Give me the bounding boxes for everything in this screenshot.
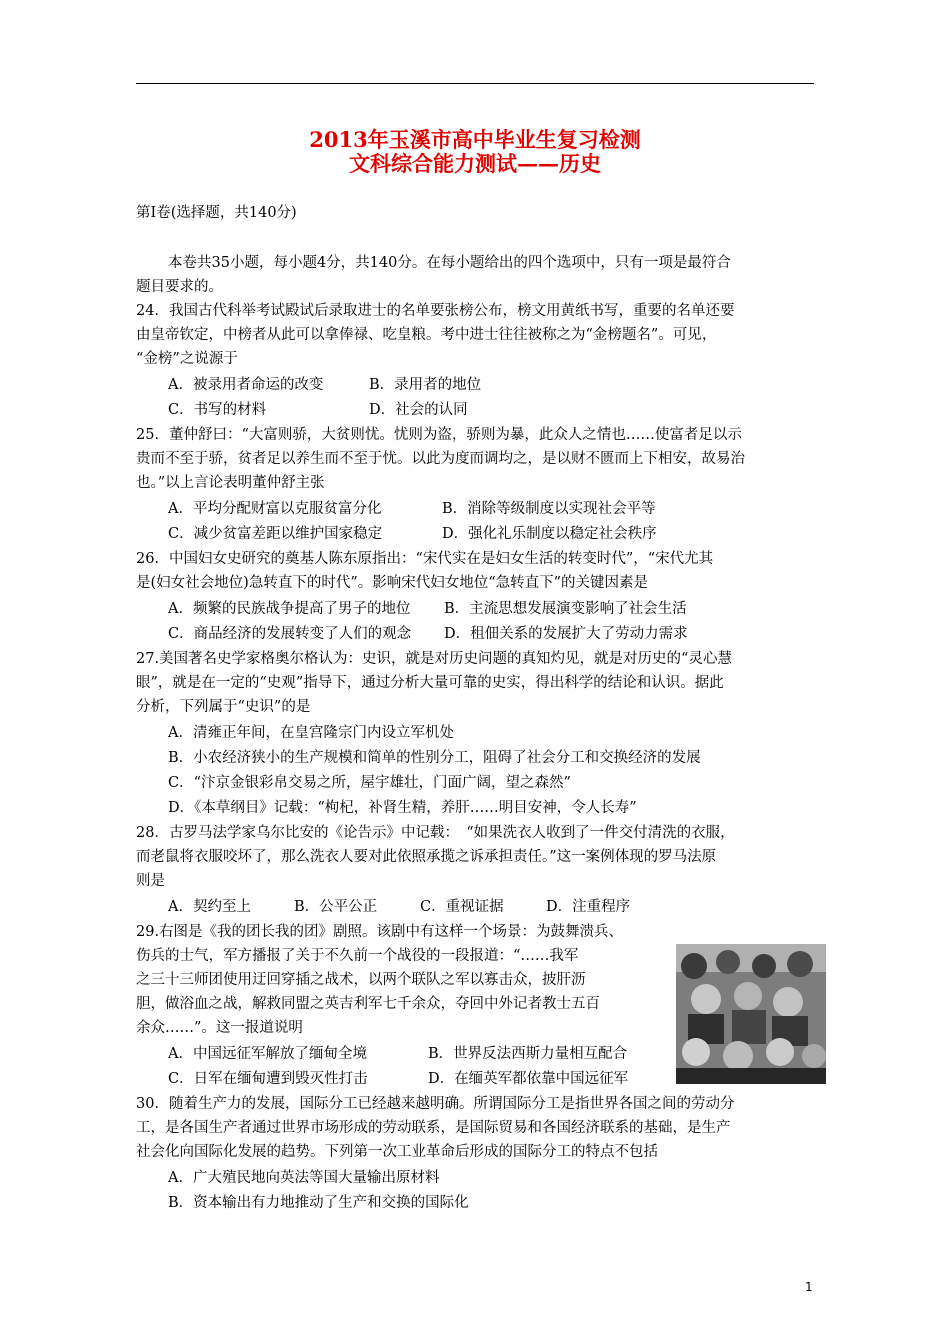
q25-stem: 25．董仲舒曰：“大富则骄，大贫则忧。忧则为盗，骄则为暴，此众人之情也……使富者足以示: [136, 427, 742, 443]
page-number: 1: [805, 1280, 813, 1294]
q26-option-c: C．商品经济的发展转变了人们的观念: [168, 626, 412, 642]
q28-stem: 28．古罗马法学家乌尔比安的《论告示》中记载： “如果洗衣人收到了一件交付清洗的衣服，: [136, 825, 735, 841]
title-line-2: 文科综合能力测试——历史: [349, 151, 601, 176]
q26-stem: 是(妇女社会地位)急转直下的时代”。影响宋代妇女地位“急转直下”的关键因素是: [136, 575, 649, 591]
q28-stem: 则是: [136, 873, 165, 889]
q27-stem: 分析，下列属于“史识”的是: [136, 699, 311, 715]
title-line-1: 2013年玉溪市高中毕业生复习检测: [309, 127, 641, 152]
q28-option-c: C．重视证据: [420, 899, 504, 915]
q30-stem: 社会化向国际化发展的趋势。下列第一次工业革命后形成的国际分工的特点不包括: [136, 1144, 658, 1160]
q30-stem: 30．随着生产力的发展，国际分工已经越来越明确。所谓国际分工是指世界各国之间的劳动分: [136, 1096, 735, 1112]
q25-option-b: B．消除等级制度以实现社会平等: [442, 501, 656, 517]
q28-option-a: A．契约至上: [168, 899, 251, 915]
section-heading: 第Ⅰ卷(选择题，共140分): [136, 205, 297, 221]
q30-option-a: A．广大殖民地向英法等国大量输出原材料: [168, 1170, 440, 1186]
instructions-line: 题目要求的。: [136, 279, 223, 295]
q25-option-a: A．平均分配财富以克服贫富分化: [168, 501, 382, 517]
header-rule: [136, 83, 814, 84]
q29-option-c: C．日军在缅甸遭到毁灭性打击: [168, 1071, 368, 1087]
q29-option-a: A．中国远征军解放了缅甸全境: [168, 1046, 367, 1062]
q25-stem: 贵而不至于骄，贫者足以养生而不至于忧。以此为度而调均之，是以财不匮而上下相安，故易治: [136, 451, 745, 467]
instructions-line: 本卷共35小题，每小题4分，共140分。在每小题给出的四个选项中，只有一项是最符合: [168, 255, 731, 271]
q26-option-b: B．主流思想发展演变影响了社会生活: [444, 601, 687, 617]
q26-option-d: D．租佃关系的发展扩大了劳动力需求: [444, 626, 688, 642]
q29-stem: 29.右图是《我的团长我的团》剧照。该剧中有这样一个场景：为鼓舞溃兵、: [136, 924, 624, 940]
q29-stem: 伤兵的士气，军方播报了关于不久前一个战役的一段报道：“……我军: [136, 948, 579, 964]
q27-stem: 27.美国著名史学家格奥尔格认为：史识，就是对历史问题的真知灼见，就是对历史的“灵心慧: [136, 651, 732, 667]
q24-option-c: C．书写的材料: [168, 402, 267, 418]
q29-option-d: D．在缅英军都依靠中国远征军: [428, 1071, 629, 1087]
q27-option-a: A．清雍正年间，在皇宫隆宗门内设立军机处: [168, 725, 454, 741]
q30-stem: 工，是各国生产者通过世界市场形成的劳动联系，是国际贸易和各国经济联系的基础，是生产: [136, 1120, 731, 1136]
q30-option-b: B．资本输出有力地推动了生产和交换的国际化: [168, 1195, 469, 1211]
q24-stem: 24．我国古代科举考试殿试后录取进士的名单要张榜公布，榜文用黄纸书写，重要的名单还要: [136, 303, 735, 319]
q26-stem: 26．中国妇女史研究的奠基人陈东原指出：“宋代实在是妇女生活的转变时代”，“宋代尤其: [136, 551, 714, 567]
q24-option-d: D．社会的认同: [369, 402, 468, 418]
q24-option-a: A．被录用者命运的改变: [168, 377, 324, 393]
q27-stem: 眼”，就是在一定的“史观”指导下，通过分析大量可靠的史实，得出科学的结论和认识。据此: [136, 675, 724, 691]
q29-stem: 之三十三师团使用迂回穿插之战术，以两个联队之军以寡击众，披肝沥: [136, 972, 586, 988]
q24-stem: “金榜”之说源于: [136, 351, 238, 367]
q26-option-a: A．频繁的民族战争提高了男子的地位: [168, 601, 411, 617]
q25-stem: 也。”以上言论表明董仲舒主张: [136, 475, 325, 491]
q28-option-b: B．公平公正: [294, 899, 378, 915]
q28-option-d: D．注重程序: [546, 899, 631, 915]
q29-stem: 胆，做浴血之战，解救同盟之英吉利军七千余众，夺回中外记者教士五百: [136, 996, 600, 1012]
q27-option-d: D．《本草纲目》记载：“枸杞，补肾生精，养肝……明目安神，令人长寿”: [168, 800, 637, 816]
q29-option-b: B．世界反法西斯力量相互配合: [428, 1046, 628, 1062]
q29-stem: 余众……”。这一报道说明: [136, 1020, 303, 1036]
q27-option-c: C．“汴京金银彩帛交易之所，屋宇雄壮，门面广阔，望之森然”: [168, 775, 571, 791]
drama-still-photo: [676, 944, 826, 1084]
q25-option-c: C．减少贫富差距以维护国家稳定: [168, 526, 383, 542]
q24-option-b: B．录用者的地位: [369, 377, 482, 393]
q27-option-b: B．小农经济狭小的生产规模和简单的性别分工，阻碍了社会分工和交换经济的发展: [168, 750, 701, 766]
q28-stem: 而老鼠将衣服咬坏了，那么洗衣人要对此依照承揽之诉承担责任。”这一案例体现的罗马法原: [136, 849, 717, 865]
q25-option-d: D．强化礼乐制度以稳定社会秩序: [442, 526, 657, 542]
q24-stem: 由皇帝钦定，中榜者从此可以拿俸禄、吃皇粮。考中进士往往被称之为“金榜题名”。可见，: [136, 327, 717, 343]
